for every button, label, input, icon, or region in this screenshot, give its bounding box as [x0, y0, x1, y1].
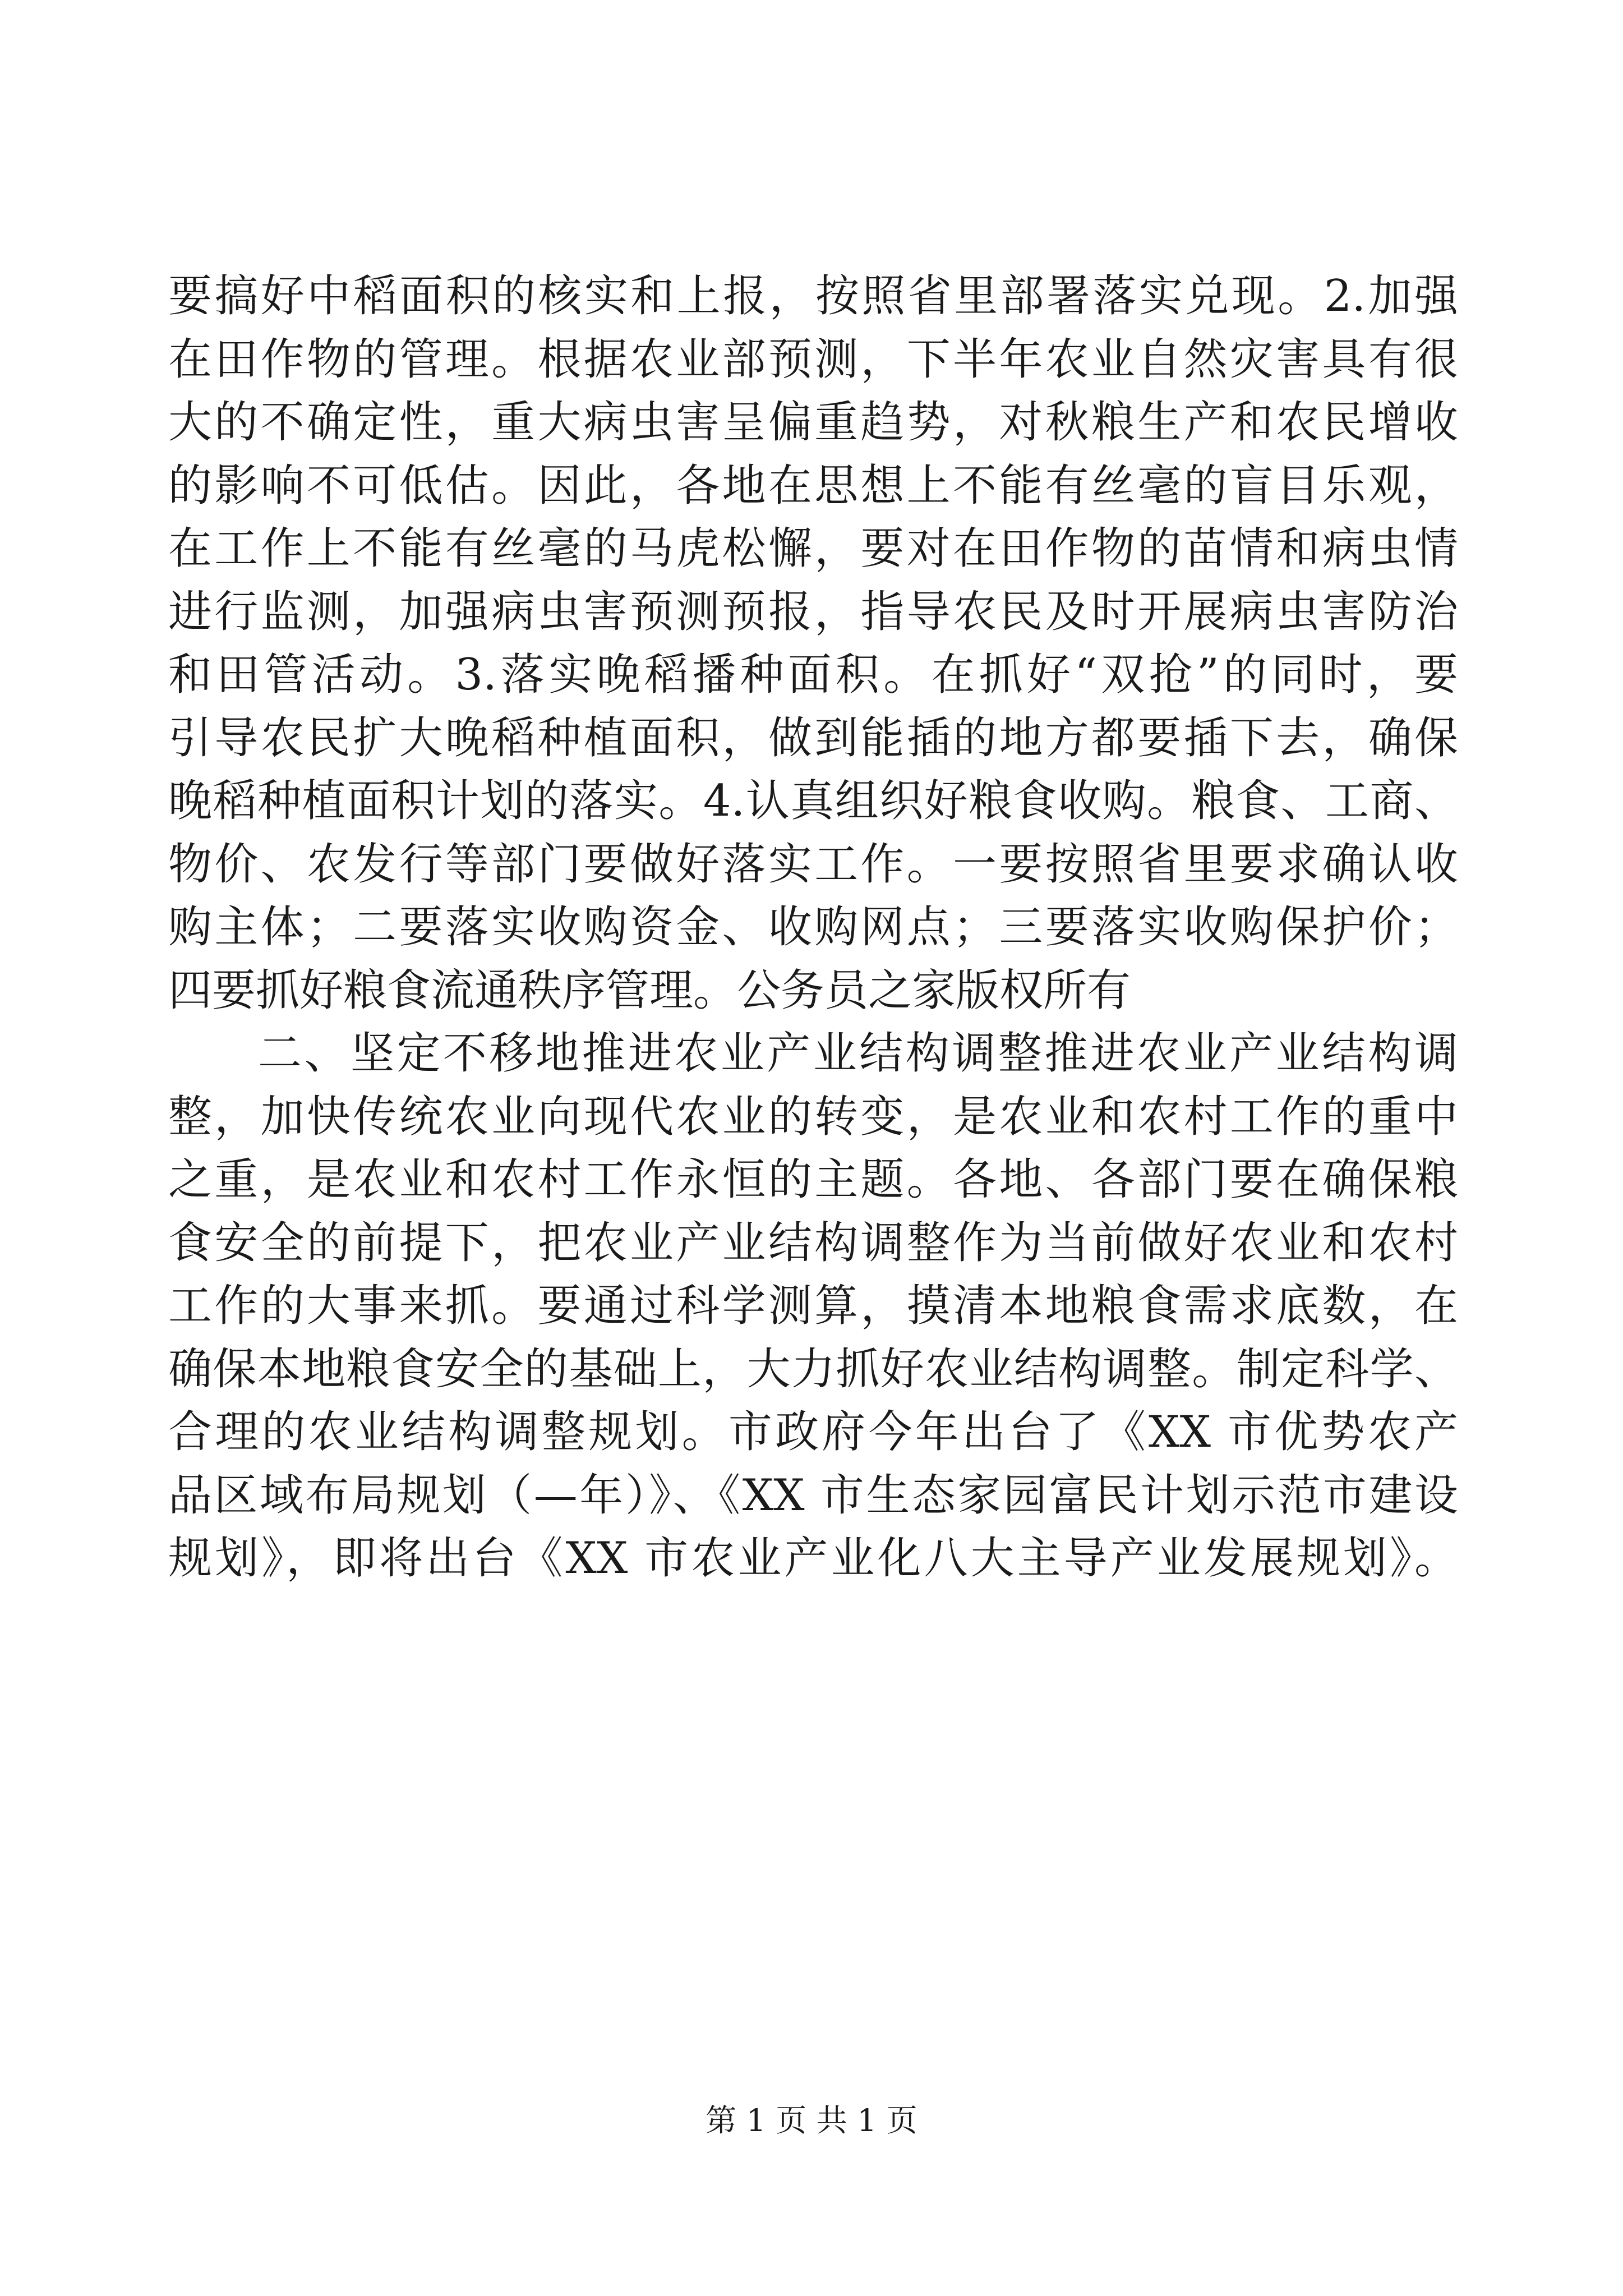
text-line: 食安全的前提下，把农业产业结构调整作为当前做好农业和农村 — [168, 1217, 1458, 1268]
text-line: 之重，是农业和农村工作永恒的主题。各地、各部门要在确保粮 — [168, 1154, 1458, 1205]
text-line: 引导农民扩大晚稻种植面积，做到能插的地方都要插下去，确保 — [168, 712, 1458, 763]
text-line: 整，加快传统农业向现代农业的转变，是农业和农村工作的重中 — [168, 1091, 1458, 1142]
text-line: 二、坚定不移地推进农业产业结构调整推进农业产业结构调 — [258, 1028, 1458, 1079]
text-line: 合理的农业结构调整规划。市政府今年出台了《XX 市优势农产 — [168, 1407, 1458, 1457]
text-line: 和田管活动。3.落实晚稻播种面积。在抓好“双抢”的同时，要 — [168, 650, 1458, 700]
text-line: 确保本地粮食安全的基础上，大力抓好农业结构调整。制定科学、 — [168, 1343, 1458, 1395]
text-line: 品区域布局规划（—年）》、《XX 市生态家园富民计划示范市建设 — [168, 1470, 1458, 1521]
text-line: 晚稻种植面积计划的落实。4.认真组织好粮食收购。粮食、工商、 — [168, 776, 1458, 826]
text-line: 在工作上不能有丝毫的马虎松懈，要对在田作物的苗情和病虫情 — [168, 523, 1458, 574]
text-line: 的影响不可低估。因此，各地在思想上不能有丝毫的盲目乐观， — [168, 460, 1458, 511]
text-line: 物价、农发行等部门要做好落实工作。一要按照省里要求确认收 — [168, 839, 1458, 890]
text-line: 四要抓好粮食流通秩序管理。公务员之家版权所有 — [168, 965, 1131, 1016]
text-line: 购主体；二要落实收购资金、收购网点；三要落实收购保护价； — [168, 902, 1458, 953]
text-line: 工作的大事来抓。要通过科学测算，摸清本地粮食需求底数，在 — [168, 1281, 1458, 1331]
page-footer: 第 1 页 共 1 页 — [706, 2102, 917, 2138]
text-line: 在田作物的管理。根据农业部预测，下半年农业自然灾害具有很 — [168, 334, 1458, 385]
body-text — [168, 265, 1458, 1590]
text-line: 进行监测，加强病虫害预测预报，指导农民及时开展病虫害防治 — [168, 586, 1458, 637]
text-line: 大的不确定性，重大病虫害呈偏重趋势，对秋粮生产和农民增收 — [168, 397, 1458, 448]
text-line: 要搞好中稻面积的核实和上报，按照省里部署落实兑现。2.加强 — [168, 271, 1458, 321]
text-line: 规划》，即将出台《XX 市农业产业化八大主导产业发展规划》。 — [168, 1533, 1458, 1584]
